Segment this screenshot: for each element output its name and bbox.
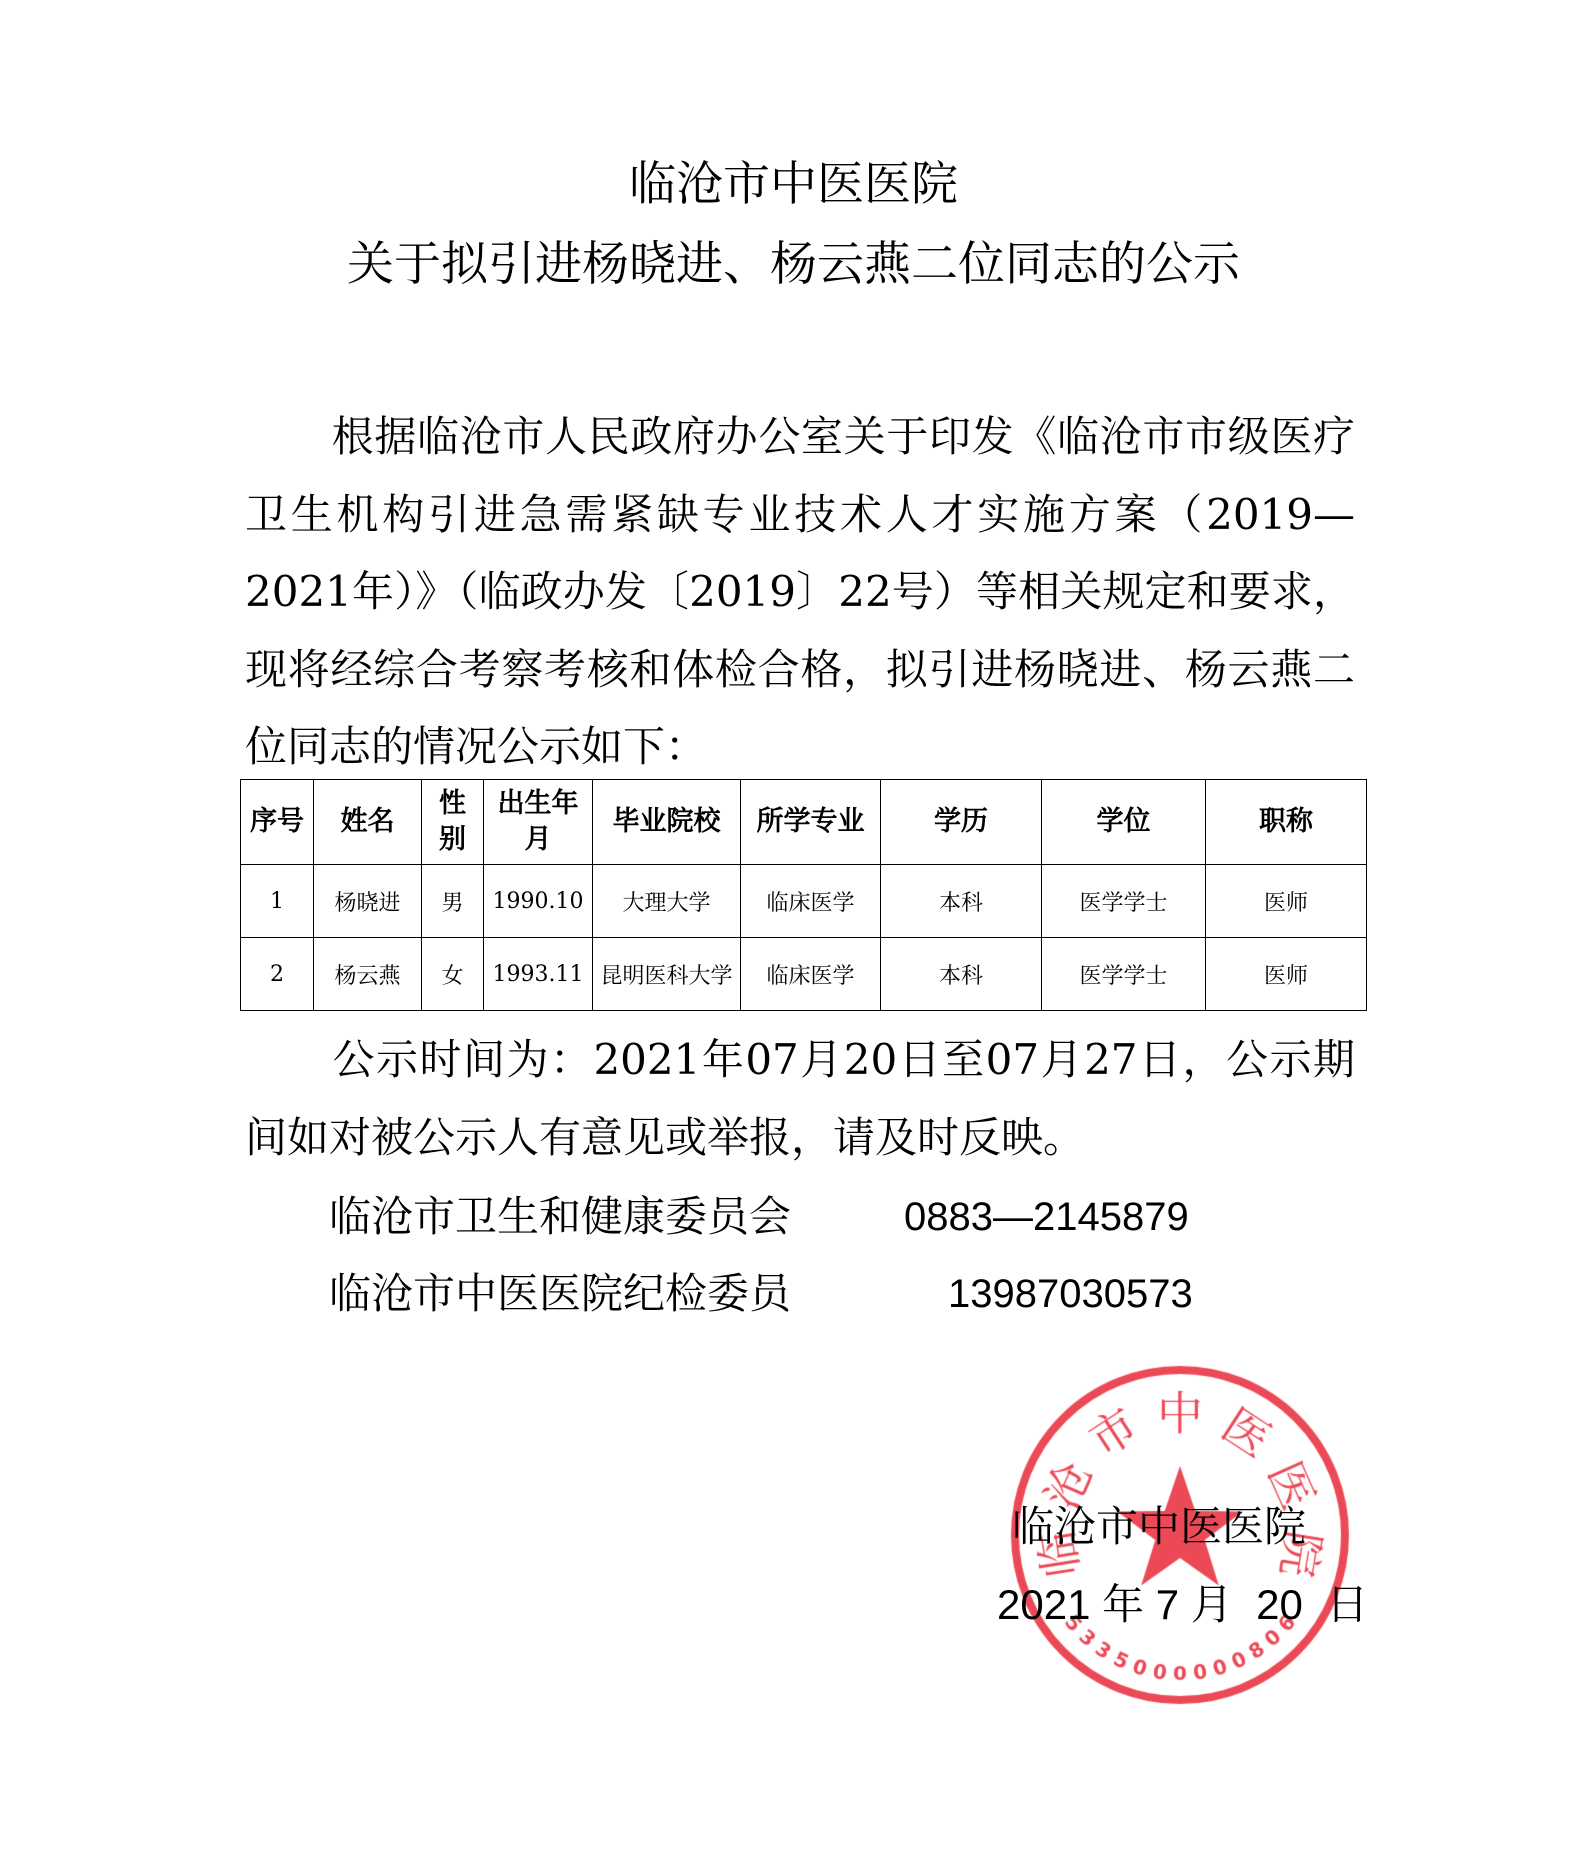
header-cell: 出生年月 [484, 780, 593, 865]
header-cell: 序号 [241, 780, 314, 865]
table-cell: 杨云燕 [314, 938, 422, 1011]
table-row [241, 865, 1367, 938]
contact-phone: 0883—2145879 [904, 1195, 1189, 1239]
table-cell: 男 [422, 865, 484, 938]
table-cell: 临床医学 [741, 938, 881, 1011]
title-line-2: 关于拟引进杨晓进、杨云燕二位同志的公示 [347, 237, 1240, 292]
table-cell: 1 [241, 865, 314, 938]
header-cell: 学位 [1042, 780, 1206, 865]
table-cell: 2 [241, 938, 314, 1011]
header-cell: 毕业院校 [593, 780, 741, 865]
header-cell: 学历 [881, 780, 1042, 865]
contact-org: 临沧市卫生和健康委员会 [329, 1192, 792, 1241]
table-cell: 1993.11 [484, 938, 593, 1011]
signature-org: 临沧市中医医院 [1012, 1502, 1307, 1551]
table-cell: 本科 [881, 865, 1042, 938]
header-cell: 姓名 [314, 780, 422, 865]
contact-phone: 13987030573 [948, 1272, 1193, 1316]
table-cell: 女 [422, 938, 484, 1011]
header-cell: 性别 [422, 780, 484, 865]
table-cell: 杨晓进 [314, 865, 422, 938]
contact-org: 临沧市中医医院纪检委员 [329, 1269, 792, 1318]
title-line-1: 临沧市中医医院 [629, 157, 958, 212]
intro-text: 根据临沧市人民政府办公室关于印发《临沧市市级医疗卫生机构引进急需紧缺专业技术人才实施方案（2019—2021年）》（临政办发〔2019〕22号）等相关规定和要求，现将经综合考察考核和体检合格，拟引进杨晓进、杨云燕二位同志的情况公示如下： [245, 412, 1355, 771]
table-cell: 医师 [1206, 865, 1367, 938]
notice-text: 公示时间为：2021年07月20日至07月27日，公示期间如对被公示人有意见或举报，请及时反映。 [245, 1035, 1355, 1162]
signature-date: 2021 年 7 月 20 日 [997, 1581, 1369, 1628]
notice-paragraph [245, 1021, 1355, 1176]
table-cell: 医学学士 [1042, 865, 1206, 938]
header-cell: 所学专业 [741, 780, 881, 865]
intro-paragraph [245, 398, 1355, 786]
table-header-row [241, 780, 1367, 865]
table-cell: 临床医学 [741, 865, 881, 938]
table-cell: 本科 [881, 938, 1042, 1011]
table-cell: 医师 [1206, 938, 1367, 1011]
header-cell: 职称 [1206, 780, 1367, 865]
table-cell: 医学学士 [1042, 938, 1206, 1011]
candidates-table [240, 779, 1367, 1011]
table-cell: 昆明医科大学 [593, 938, 741, 1011]
table-row [241, 938, 1367, 1011]
table-cell: 大理大学 [593, 865, 741, 938]
table-cell: 1990.10 [484, 865, 593, 938]
